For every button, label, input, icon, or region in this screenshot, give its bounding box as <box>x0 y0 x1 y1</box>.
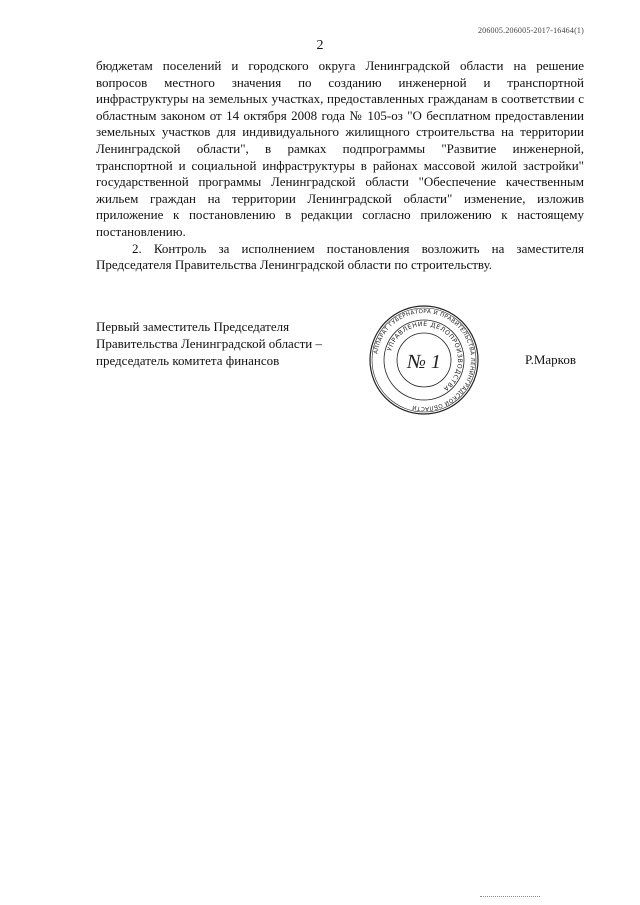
footer-divider <box>480 896 540 898</box>
official-stamp <box>368 304 480 416</box>
paragraph-2: 2. Контроль за исполнением постановления возложить на заместителя Председателя Правительства Ленинградской области по строительству. <box>96 240 584 273</box>
signatory-name: Р.Марков <box>525 352 576 367</box>
position-line-3: председатель комитета финансов <box>96 353 280 368</box>
document-code: 206005.206005-2017-16464(1) <box>477 26 584 35</box>
page-number: 2 <box>316 38 324 53</box>
paragraph-1: бюджетам поселений и городского округа Ленинградской области на решение вопросов местного значения по созданию инженерной и транспортной инфраструктуры на земельных участках, предоставленных гражданам в соответствии с областным законом от 14 октября 2008 года № 105-оз "О бесплатном предоставлении земельных участков для индивидуального жилищного строительства на территории Ленинградской области", в рамках подпрограммы "Развитие инженерной, транспортной и социальной инфраструктуры в районах массовой жилой застройки" государственной программы Ленинградской области "Обеспечение качественным жильем граждан на территории Ленинградской области" изменение, изложив приложение к постановлению в редакции согласно приложению к настоящему постановлению. <box>96 58 584 239</box>
stamp-inner-text: УПРАВЛЕНИЕ ДЕЛОПРОИЗВОДСТВА <box>386 320 464 393</box>
document-body <box>96 58 584 274</box>
position-line-1: Первый заместитель Председателя <box>96 319 290 334</box>
signatory-position <box>96 318 322 369</box>
position-line-2: Правительства Ленинградской области – <box>96 336 322 351</box>
stamp-center-text: № 1 <box>407 351 441 373</box>
stamp-outer-text: АППАРАТ ГУБЕРНАТОРА И ПРАВИТЕЛЬСТВА ЛЕНИНГРАДСКОЙ ОБЛАСТИ <box>373 308 476 412</box>
